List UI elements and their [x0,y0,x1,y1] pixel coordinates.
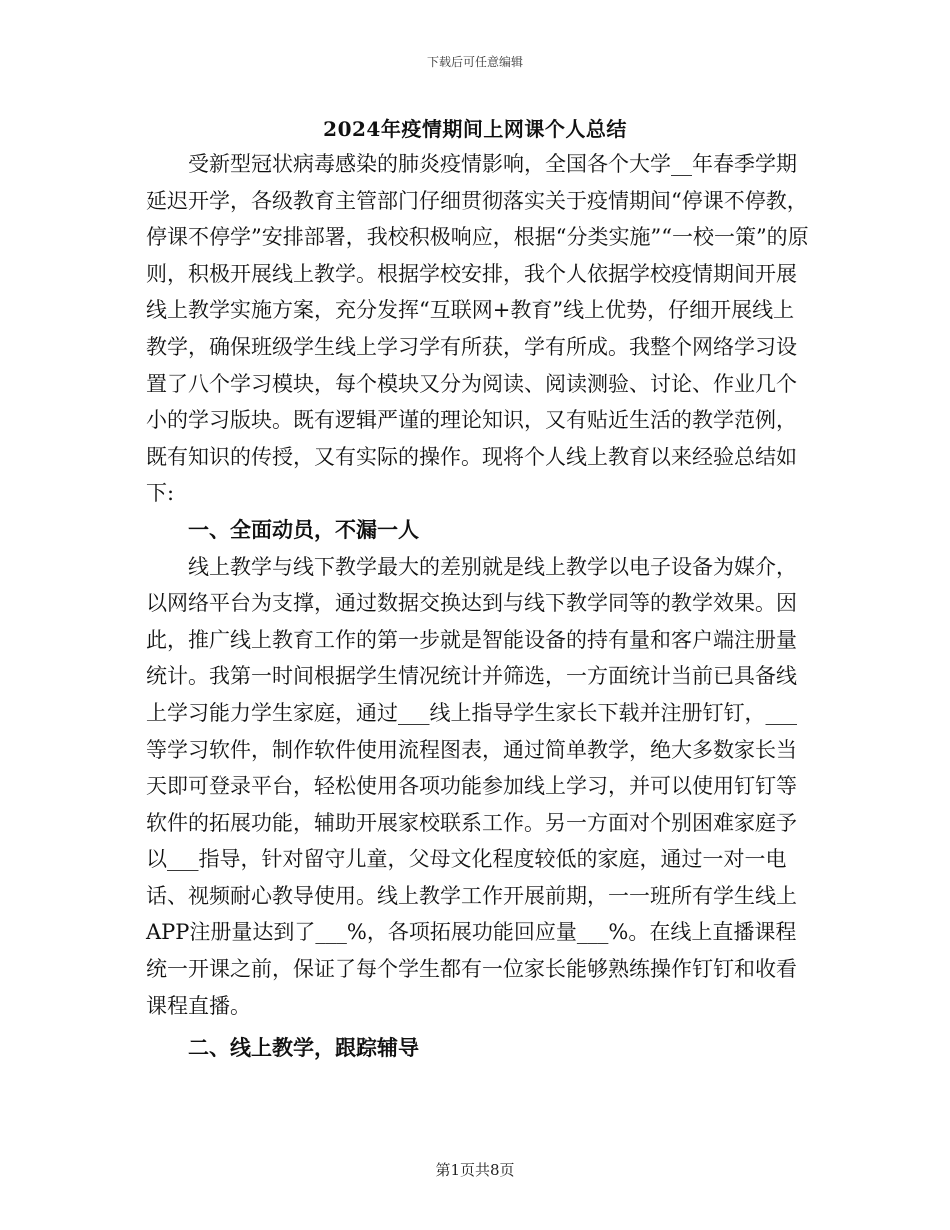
document-title: 2024年疫情期间上网课个人总结 [323,117,627,141]
section-heading-1: 一、全面动员，不漏一人 [188,516,419,542]
header-note: 下载后可任意编辑 [426,55,523,69]
document-body [146,146,810,1067]
page-footer: 第1页共8页 [435,1161,515,1179]
section-heading-2: 二、线上教学，跟踪辅导 [188,1035,419,1061]
intro-paragraph: 受新型冠状病毒感染的肺炎疫情影响，全国各个大学__年春季学期延迟开学，各级教育主管部门仔细贯彻落实关于疫情期间“停课不停教，停课不停学”安排部署，我校积极响应，根据“分类实施”“一校一策”的原则，积极开展线上教学。根据学校安排，我个人依据学校疫情期间开展线上教学实施方案，充分发挥“互联网+教育”线上优势，仔细开展线上教学，确保班级学生线上学习学有所获，学有所成。我整个网络学习设置了八个学习模块，每个模块又分为阅读、阅读测验、讨论、作业几个小的学习版块。既有逻辑严谨的理论知识，又有贴近生活的教学范例，既有知识的传授，又有实际的操作。现将个人线上教育以来经验总结如下: [146,152,809,506]
section-1-paragraph: 线上教学与线下教学最大的差别就是线上教学以电子设备为媒介，以网络平台为支撑，通过数据交换达到与线下教学同等的教学效果。因此，推广线上教育工作的第一步就是智能设备的持有量和客户端注册量统计。我第一时间根据学生情况统计并筛选，一方面统计当前已具备线上学习能力学生家庭，通过___线上指导学生家长下载并注册钉钉，___等学习软件，制作软件使用流程图表，通过简单教学，绝大多数家长当天即可登录平台，轻松使用各项功能参加线上学习，并可以使用钉钉等软件的拓展功能，辅助开展家校联系工作。另一方面对个别困难家庭予以___指导，针对留守儿童，父母文化程度较低的家庭，通过一对一电话、视频耐心教导使用。线上教学工作开展前期，一一班所有学生线上APP注册量达到了___%，各项拓展功能回应量___%。在线上直播课程统一开课之前，保证了每个学生都有一位家长能够熟练操作钉钉和收看课程直播。 [146,554,797,1018]
